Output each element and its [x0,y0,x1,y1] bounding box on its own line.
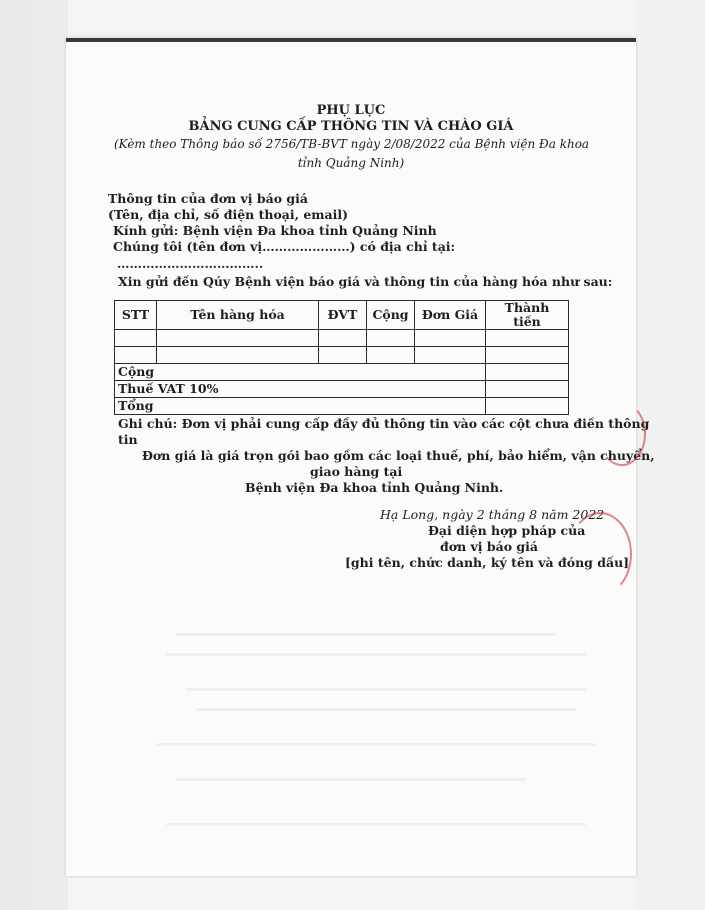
header-item-name: Tên hàng hóa [157,301,319,330]
header-quantity: Cộng [367,301,415,330]
summary-row-subtotal [115,364,569,381]
info-company: Chúng tôi (tên đơn vị…………………) có địa chỉ tại: [113,239,456,254]
subtitle-line1: (Kèm theo Thông báo số 2756/TB-BVT ngày 2/08/2022 của Bệnh viện Đa khoa [114,137,590,151]
place-date: Hạ Long, ngày 2 tháng 8 năm 2022 [380,507,605,522]
appendix-title: PHỤ LỤC [316,103,386,118]
info-address-dots: …………………………….. [117,256,264,271]
total-label: Tổng [115,398,486,415]
signature-line2: đơn vị báo giá [440,539,538,554]
info-contact: (Tên, địa chỉ, số điện thoại, email) [108,207,349,222]
note-line4: giao hàng tại [310,464,403,479]
subtotal-label: Cộng [115,364,486,381]
note-line5: Bệnh viện Đa khoa tỉnh Quảng Ninh. [245,480,504,495]
summary-row-vat [115,381,569,398]
document-title: BẢNG CUNG CẤP THÔNG TIN VÀ CHÀO GIÁ [188,119,514,134]
background-left [0,0,68,910]
info-recipient: Kính gửi: Bệnh viện Đa khoa tỉnh Quảng Ninh [113,223,437,238]
header-unit-price: Đơn Giá [415,301,486,330]
note-line3: Đơn giá là giá trọn gói bao gồm các loại thuế, phí, bảo hiểm, vận chuyển, [142,448,655,463]
signature-line1: Đại diện hợp pháp của [428,523,586,538]
note-line1: Ghi chú: Đơn vị phải cung cấp đầy đủ thông tin vào các cột chưa điền thông [118,416,650,431]
table-row [115,347,569,364]
header-total: Thành tiền [486,301,569,330]
quotation-table [114,300,569,415]
header-stt: STT [115,301,157,330]
table-header-row [115,301,569,330]
signature-line3: [ghi tên, chức danh, ký tên và đóng dấu] [345,555,630,570]
header-unit: ĐVT [319,301,367,330]
stamp-mark [598,402,646,466]
note-line2: tin [118,432,138,447]
info-heading: Thông tin của đơn vị báo giá [108,191,309,206]
table-row [115,330,569,347]
subtitle-line2: tỉnh Quảng Ninh) [297,156,405,170]
summary-row-total [115,398,569,415]
vat-label: Thuế VAT 10% [115,381,486,398]
stamp-mark [568,512,632,596]
info-intro: Xin gửi đến Qúy Bệnh viện báo giá và thông tin của hàng hóa như sau: [118,274,613,289]
